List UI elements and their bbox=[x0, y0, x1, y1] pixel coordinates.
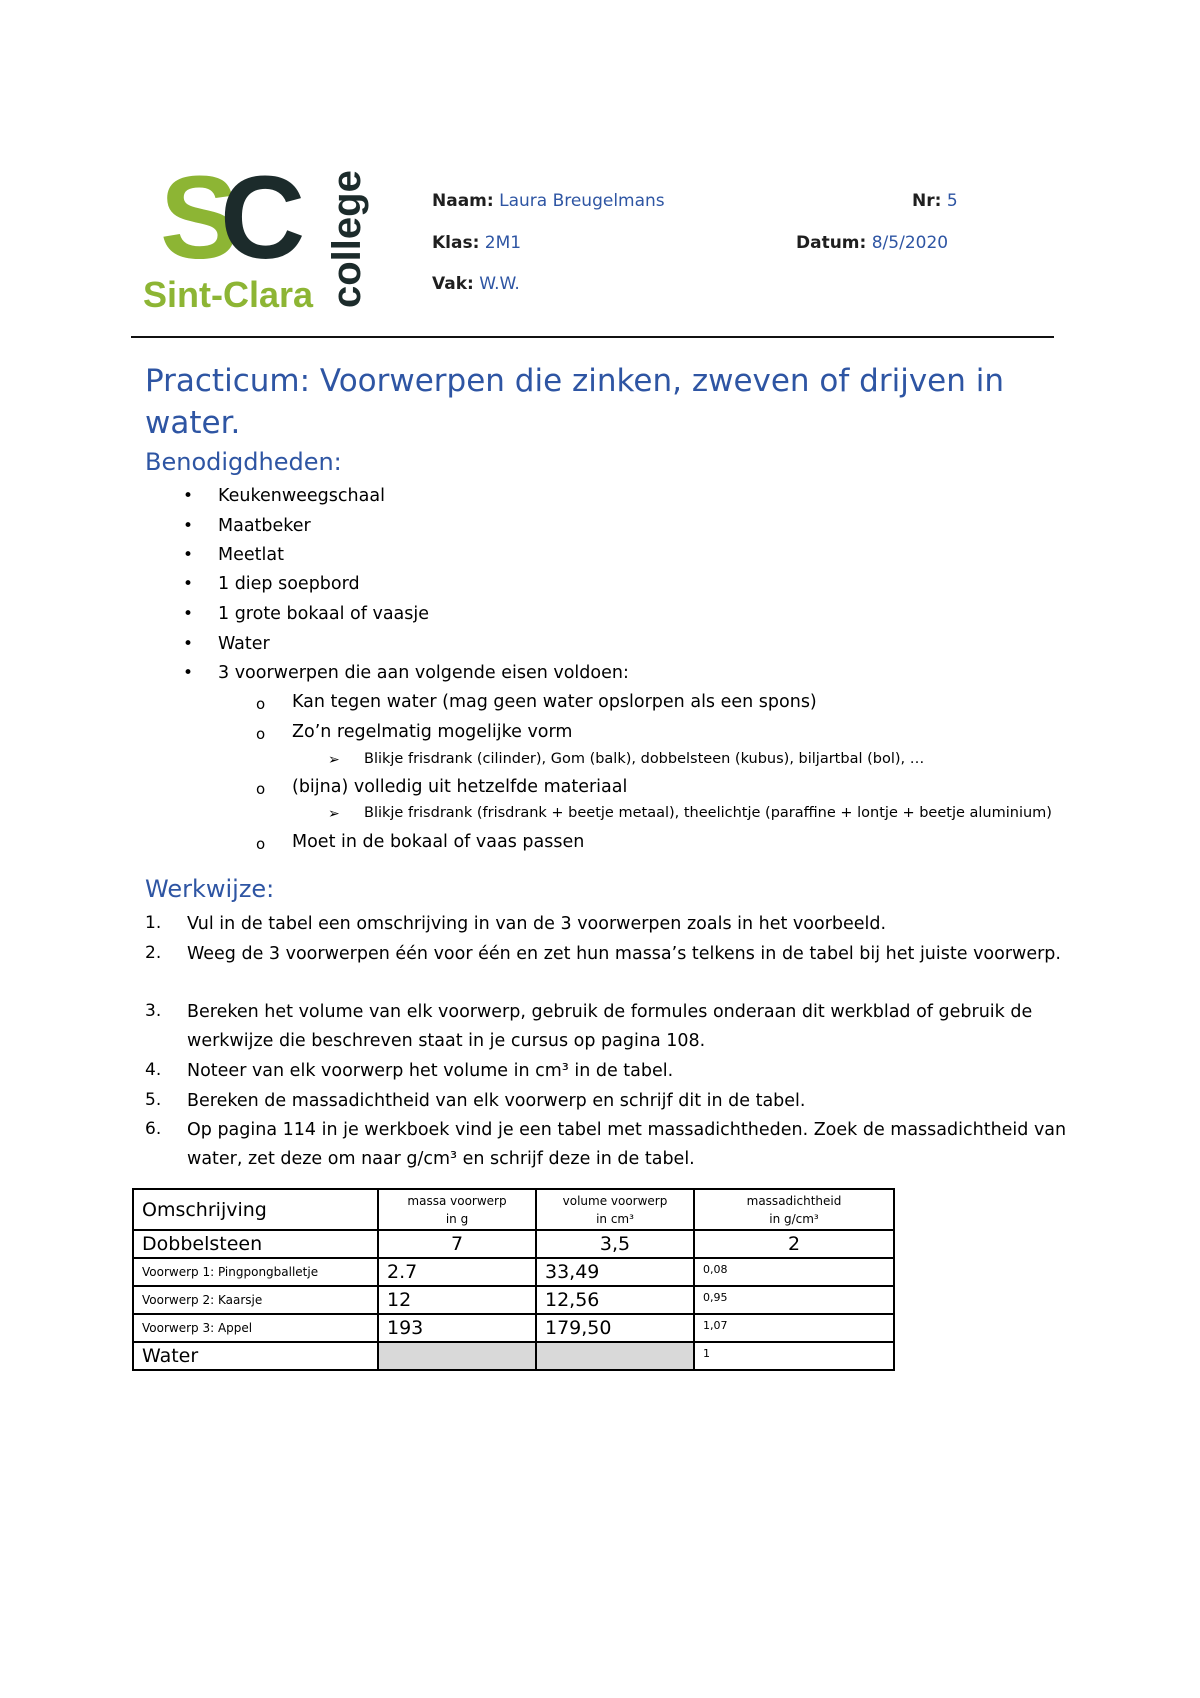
nr-field bbox=[912, 191, 958, 211]
list-item: Water bbox=[218, 634, 270, 654]
klas-label: Klas: bbox=[432, 233, 480, 253]
header-volume bbox=[536, 1189, 694, 1230]
step-number: 2. bbox=[145, 943, 162, 963]
list-item: 1 diep soepbord bbox=[218, 574, 360, 594]
step-number: 3. bbox=[145, 1001, 162, 1021]
bullet-icon: • bbox=[183, 545, 194, 565]
header-divider bbox=[131, 336, 1054, 338]
cell-dichtheid: 1 bbox=[694, 1342, 894, 1370]
sub-bullet-icon: o bbox=[256, 835, 266, 853]
nr-label: Nr: bbox=[912, 191, 942, 211]
cell-volume: 33,49 bbox=[536, 1258, 694, 1286]
cell-name: Voorwerp 3: Appel bbox=[133, 1314, 378, 1342]
cell-volume: 3,5 bbox=[536, 1230, 694, 1258]
sub-list-item: Kan tegen water (mag geen water opslorpen als een spons) bbox=[292, 692, 817, 712]
bullet-icon: • bbox=[183, 634, 194, 654]
cell-massa: 7 bbox=[378, 1230, 536, 1258]
sub-list-item: Zo’n regelmatig mogelijke vorm bbox=[292, 722, 573, 742]
cell-dichtheid: 2 bbox=[694, 1230, 894, 1258]
klas-value: 2M1 bbox=[484, 233, 522, 253]
cell-volume: 179,50 bbox=[536, 1314, 694, 1342]
table-row bbox=[133, 1342, 894, 1370]
klas-field bbox=[432, 233, 521, 253]
datum-value: 8/5/2020 bbox=[871, 233, 949, 253]
page-title: Practicum: Voorwerpen die zinken, zweven of drijven in water. bbox=[145, 363, 1004, 441]
header-volume-line1: volume voorwerp bbox=[562, 1193, 668, 1208]
example-item: Blikje frisdrank (frisdrank + beetje metaal), theelichtje (paraffine + lontje + beetje aluminium) bbox=[364, 805, 1052, 821]
vak-value: W.W. bbox=[479, 274, 520, 294]
list-item: 3 voorwerpen die aan volgende eisen voldoen: bbox=[218, 663, 629, 683]
example-item: Blikje frisdrank (cilinder), Gom (balk), dobbelsteen (kubus), biljartbal (bol), … bbox=[364, 751, 925, 767]
step-number: 4. bbox=[145, 1060, 162, 1080]
step-number: 5. bbox=[145, 1090, 162, 1110]
step-text: Bereken de massadichtheid van elk voorwerp en schrijf dit in de tabel. bbox=[187, 1091, 806, 1111]
cell-massa: 193 bbox=[378, 1314, 536, 1342]
sub-bullet-icon: o bbox=[256, 780, 266, 798]
results-table bbox=[132, 1188, 895, 1371]
naam-field bbox=[432, 191, 665, 211]
table-row bbox=[133, 1258, 894, 1286]
sub-bullet-icon: o bbox=[256, 725, 266, 743]
bullet-icon: • bbox=[183, 516, 194, 536]
nr-value: 5 bbox=[946, 191, 958, 211]
vak-field bbox=[432, 274, 520, 294]
sint-clara-college-logo bbox=[140, 160, 380, 330]
cell-volume: 12,56 bbox=[536, 1286, 694, 1314]
header-dichtheid-line1: massadichtheid bbox=[746, 1193, 842, 1208]
cell-name: Dobbelsteen bbox=[133, 1230, 378, 1258]
vak-label: Vak: bbox=[432, 274, 474, 294]
logo-s: S bbox=[160, 160, 239, 284]
cell-massa-shaded bbox=[378, 1342, 536, 1370]
table-row bbox=[133, 1314, 894, 1342]
cell-name: Voorwerp 1: Pingpongballetje bbox=[133, 1258, 378, 1286]
datum-label: Datum: bbox=[796, 233, 867, 253]
step-number: 1. bbox=[145, 913, 162, 933]
naam-label: Naam: bbox=[432, 191, 494, 211]
arrow-bullet-icon: ➢ bbox=[328, 806, 340, 822]
step-text: Bereken het volume van elk voorwerp, gebruik de formules onderaan dit werkblad of gebruik de werkwijze die beschreven staat in je cursus op pagina 108. bbox=[187, 1002, 1033, 1051]
logo-sint-clara: Sint-Clara bbox=[143, 274, 314, 315]
header-massa-line2: in g bbox=[445, 1211, 469, 1226]
header-omschrijving: Omschrijving bbox=[133, 1189, 378, 1230]
arrow-bullet-icon: ➢ bbox=[328, 752, 340, 768]
sub-list-item: Moet in de bokaal of vaas passen bbox=[292, 832, 585, 852]
cell-dichtheid: 1,07 bbox=[694, 1314, 894, 1342]
cell-volume-shaded bbox=[536, 1342, 694, 1370]
cell-dichtheid: 0,08 bbox=[694, 1258, 894, 1286]
bullet-icon: • bbox=[183, 486, 194, 506]
step-text: Weeg de 3 voorwerpen één voor één en zet hun massa’s telkens in de tabel bij het juiste voorwerp. bbox=[187, 944, 1061, 964]
table-row bbox=[133, 1230, 894, 1258]
cell-name: Voorwerp 2: Kaarsje bbox=[133, 1286, 378, 1314]
cell-name: Water bbox=[133, 1342, 378, 1370]
header-dichtheid bbox=[694, 1189, 894, 1230]
cell-dichtheid: 0,95 bbox=[694, 1286, 894, 1314]
naam-value: Laura Breugelmans bbox=[499, 191, 665, 211]
list-item: Maatbeker bbox=[218, 516, 311, 536]
cell-massa: 12 bbox=[378, 1286, 536, 1314]
logo-college: college bbox=[325, 170, 369, 308]
list-item: Meetlat bbox=[218, 545, 284, 565]
header-massa-line1: massa voorwerp bbox=[407, 1193, 507, 1208]
list-item: Keukenweegschaal bbox=[218, 486, 385, 506]
cell-massa: 2.7 bbox=[378, 1258, 536, 1286]
benodigdheden-heading: Benodigdheden: bbox=[145, 448, 342, 476]
logo-c: C bbox=[220, 160, 306, 284]
table-header-row bbox=[133, 1189, 894, 1230]
bullet-icon: • bbox=[183, 663, 194, 683]
header-massa bbox=[378, 1189, 536, 1230]
list-item: 1 grote bokaal of vaasje bbox=[218, 604, 430, 624]
bullet-icon: • bbox=[183, 604, 194, 624]
datum-field bbox=[796, 233, 948, 253]
werkwijze-heading: Werkwijze: bbox=[145, 875, 275, 903]
header-volume-line2: in cm³ bbox=[596, 1211, 634, 1226]
table-row bbox=[133, 1286, 894, 1314]
step-text: Vul in de tabel een omschrijving in van de 3 voorwerpen zoals in het voorbeeld. bbox=[187, 914, 887, 934]
step-text: Op pagina 114 in je werkboek vind je een tabel met massadichtheden. Zoek de massadichtheid van water, zet deze om naar g/cm³ en schrijf deze in de tabel. bbox=[187, 1120, 1067, 1169]
step-number: 6. bbox=[145, 1119, 162, 1139]
bullet-icon: • bbox=[183, 574, 194, 594]
sub-bullet-icon: o bbox=[256, 695, 266, 713]
sub-list-item: (bijna) volledig uit hetzelfde materiaal bbox=[292, 777, 628, 797]
header-dichtheid-line2: in g/cm³ bbox=[769, 1211, 819, 1226]
step-text: Noteer van elk voorwerp het volume in cm³ in de tabel. bbox=[187, 1061, 674, 1081]
